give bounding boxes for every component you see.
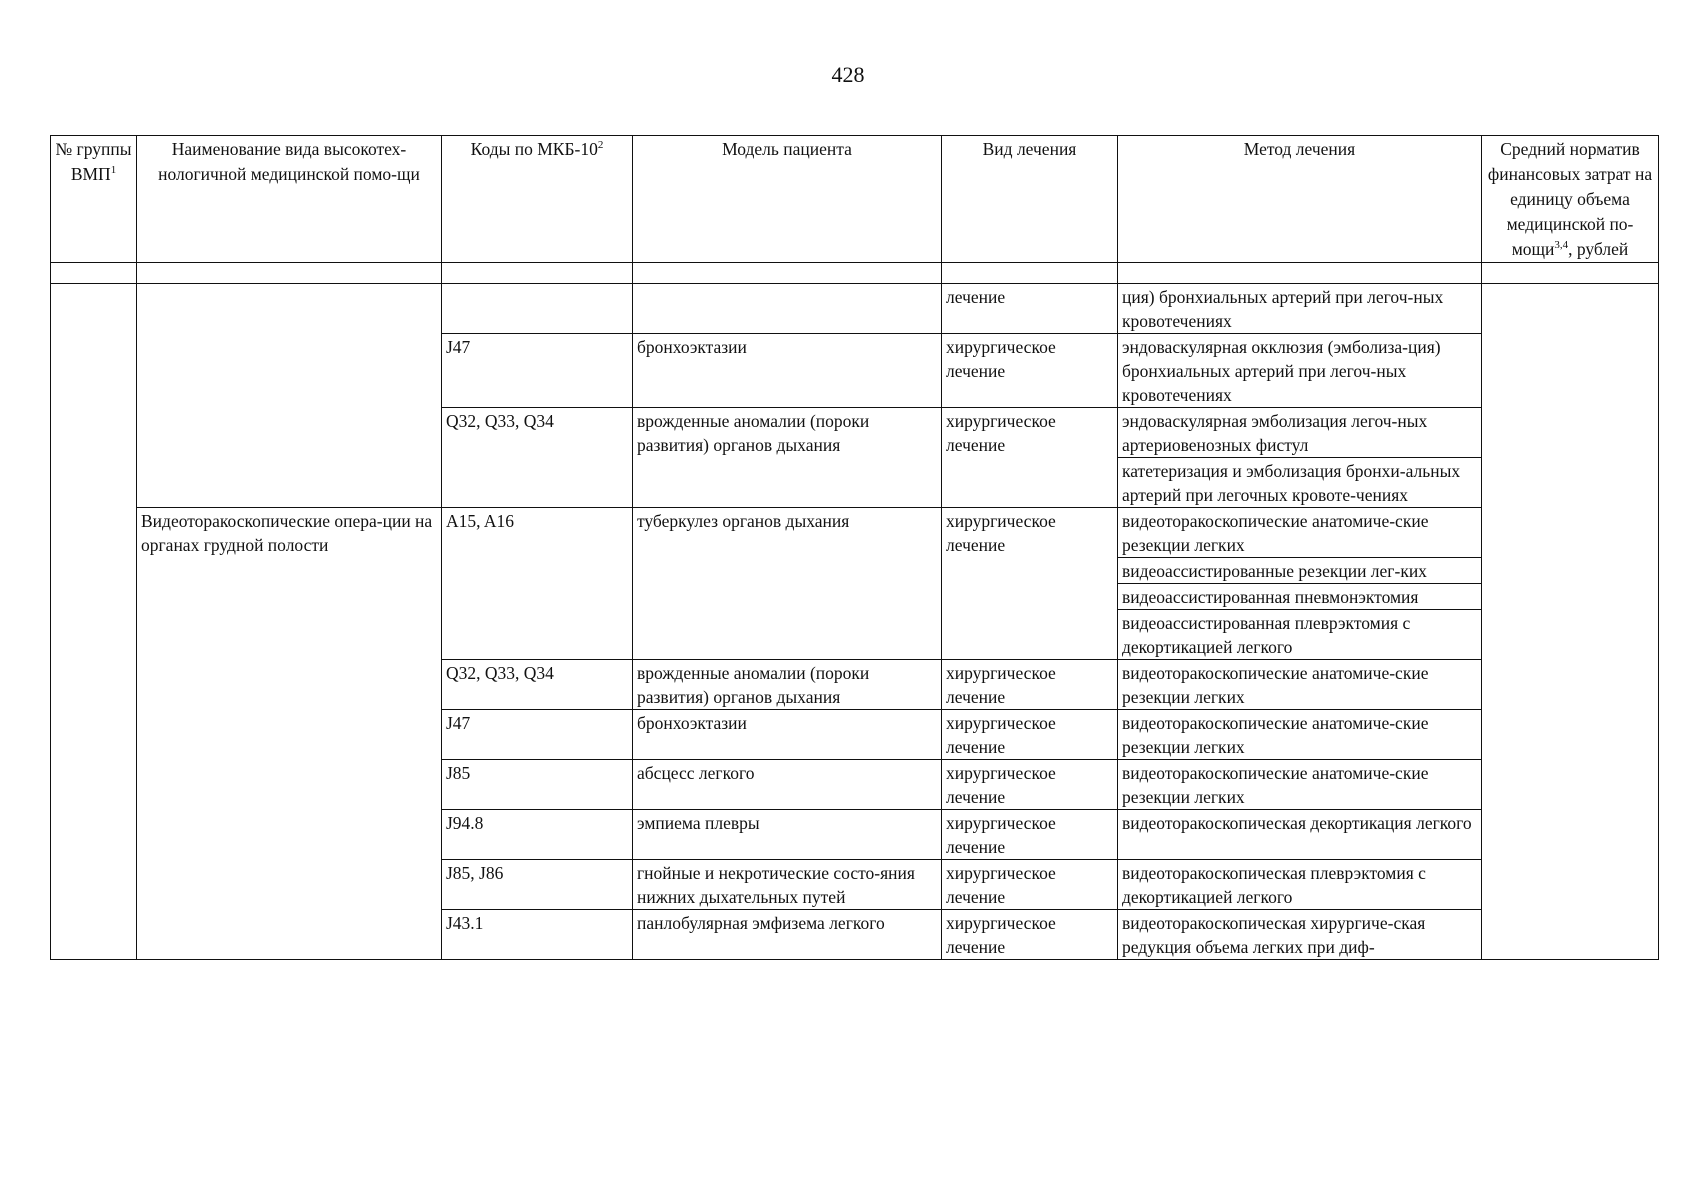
treatment-cell: хирургическое лечение [942,660,1118,710]
code-cell: J43.1 [442,910,633,960]
group-no-cell [51,284,137,960]
method-item: видеоассистированные резекции лег-ких [1118,558,1481,584]
treatment-cell: хирургическое лечение [942,408,1118,508]
model-cell: бронхоэктазии [633,710,942,760]
header-model: Модель пациента [633,136,942,263]
header-method: Метод лечения [1118,136,1482,263]
method-item: видеоассистированная пневмонэктомия [1118,584,1481,610]
method-item: видеоторакоскопическая хирургиче-ская редукция объема легких при диф- [1122,913,1426,957]
model-cell: врожденные аномалии (пороки развития) органов дыхания [633,660,942,710]
method-cell [1118,408,1482,508]
treatment-cell: хирургическое лечение [942,334,1118,408]
header-name: Наименование вида высокотех-нологичной медицинской помо-щи [137,136,442,263]
treatment-cell: хирургическое лечение [942,508,1118,660]
cost-cell [1482,284,1659,960]
model-cell: туберкулез органов дыхания [633,508,942,660]
model-cell [633,284,942,334]
table-row [51,284,1659,334]
treatment-cell: хирургическое лечение [942,810,1118,860]
method-item: эндоваскулярная эмболизация легоч-ных артериовенозных фистул [1118,408,1481,458]
code-cell: J47 [442,710,633,760]
method-item: катетеризация и эмболизация бронхи-альных артерий при легочных кровоте-чениях [1122,461,1461,505]
method-cell [1118,508,1482,660]
method-item: ция) бронхиальных артерий при легоч-ных кровотечениях [1122,287,1444,331]
spacer-row [51,263,1659,284]
code-cell: J47 [442,334,633,408]
method-item: видеоторакоскопическая плеврэктомия с декортикацией легкого [1122,863,1426,907]
table-row [51,508,1659,660]
method-item: видеоторакоскопические анатомиче-ские резекции легких [1122,713,1429,757]
code-cell: Q32, Q33, Q34 [442,408,633,508]
method-cell [1118,334,1482,408]
header-treatment-type: Вид лечения [942,136,1118,263]
method-cell [1118,710,1482,760]
code-cell [442,284,633,334]
code-cell: Q32, Q33, Q34 [442,660,633,710]
treatment-cell: хирургическое лечение [942,860,1118,910]
method-cell [1118,660,1482,710]
header-cost: Средний норматив финансовых затрат на единицу объема медицинской по-мощи$^{3,4}$, рублей [1482,136,1659,263]
name-cell-continued [137,284,442,508]
header-row [51,136,1659,263]
model-cell: панлобулярная эмфизема легкого [633,910,942,960]
model-cell: врожденные аномалии (пороки развития) органов дыхания [633,408,942,508]
method-item: видеоторакоскопические анатомиче-ские резекции легких [1122,763,1429,807]
method-item: видеоторакоскопическая декортикация легкого [1122,813,1472,833]
vmp-table [50,135,1659,960]
model-cell: абсцесс легкого [633,760,942,810]
model-cell: гнойные и некротические состо-яния нижних дыхательных путей [633,860,942,910]
section-name-cell: Видеоторакоскопические опера-ции на органах грудной полости [137,508,442,960]
method-cell [1118,284,1482,334]
code-cell: J94.8 [442,810,633,860]
method-item: видеоассистированная плеврэктомия с декортикацией легкого [1122,613,1411,657]
method-cell [1118,860,1482,910]
page-number: 428 [831,62,865,87]
method-item: видеоторакоскопические анатомиче-ские резекции легких [1122,663,1429,707]
header-codes: Коды по МКБ-$10^2$ [442,136,633,263]
method-cell [1118,810,1482,860]
treatment-cell: хирургическое лечение [942,910,1118,960]
code-cell: J85, J86 [442,860,633,910]
method-item: видеоторакоскопические анатомиче-ские резекции легких [1118,508,1481,558]
method-cell [1118,910,1482,960]
method-item: эндоваскулярная окклюзия (эмболиза-ция) бронхиальных артерий при легоч-ных кровотечениях [1122,337,1441,405]
model-cell: эмпиема плевры [633,810,942,860]
code-cell: J85 [442,760,633,810]
treatment-cell: хирургическое лечение [942,760,1118,810]
model-cell: бронхоэктазии [633,334,942,408]
treatment-cell: лечение [942,284,1118,334]
header-group-no: № группы ВМП$^1$ [51,136,137,263]
code-cell: A15, A16 [442,508,633,660]
treatment-cell: хирургическое лечение [942,710,1118,760]
method-cell [1118,760,1482,810]
